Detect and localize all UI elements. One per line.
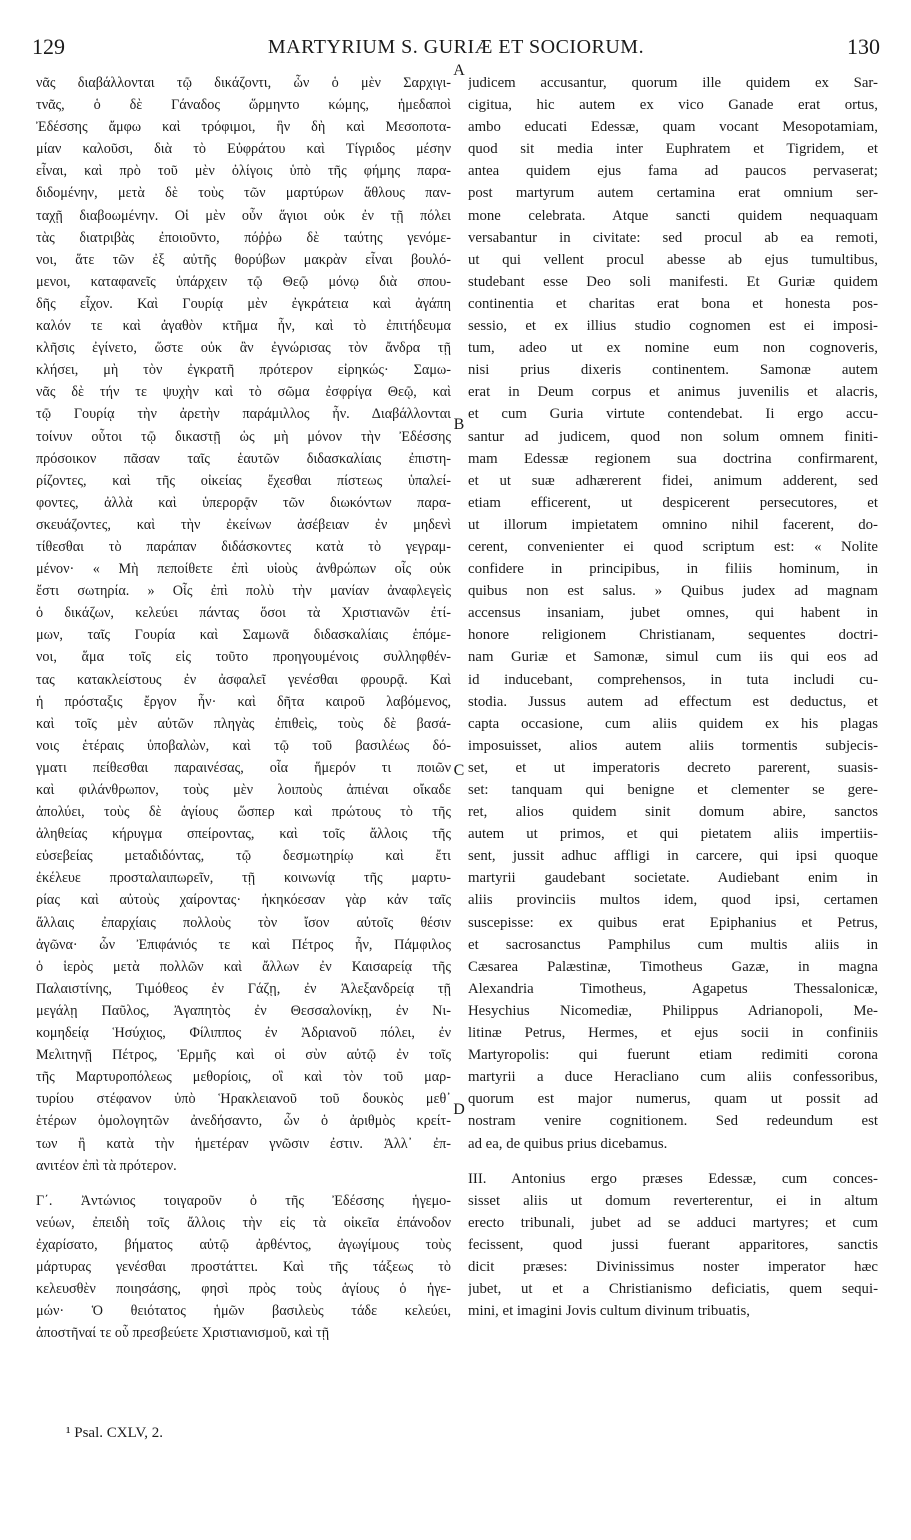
text-line: ἀληθείας κήρυγμα σπείροντας, καὶ τοῖς ἄλλοις τῆς: [36, 826, 451, 843]
text-line: μίαν καλοῦσι, διὰ τὸ Εὐφράτου καὶ Τίγριδος μέσην: [36, 141, 451, 158]
margin-marker-a: A: [453, 62, 465, 79]
text-line: continentia et charitas erat bona et honesta pos-: [468, 295, 878, 312]
text-line: ἄλλαις ἐπαρχίαις πολλοὺς τὸν ἴσον αὐτοῖς θέσιν: [36, 914, 451, 931]
text-line: νᾶς διαβάλλονται τῷ δικάζοντι, ὧν ὁ μὲν Σαρχιγι-: [36, 75, 451, 91]
text-line: τὰς διατριβὰς ἐποιοῦντο, πόῤῥω δὲ ταύτης γενόμε-: [36, 229, 451, 246]
text-line: et sacrosanctus Pamphilus cum multis aliis in: [468, 936, 878, 953]
text-line: Μελιτηνῇ Πέτρος, Ἑρμῆς καὶ οἱ σὺν αὐτῷ ἐν τοῖς: [36, 1047, 451, 1064]
text-line: Martyropolis: qui fuerunt etiam redimiti corona: [468, 1047, 878, 1064]
text-line: ρίας καὶ αὐτοὺς χαίροντας· ἠκηκόεσαν γὰρ κἀν ταῖς: [36, 892, 451, 909]
text-line: Cæsarea Palæstinæ, Timotheus Gazæ, in magna: [468, 958, 878, 975]
text-line: νεύων, ἐπειδὴ τοῖς ἄλλοις τὴν εἰς τὰ οἰκεῖα ἐπάνοδον: [36, 1214, 451, 1231]
page-number-right: 130: [847, 34, 880, 59]
text-line: sisset aliis ut domum reverterentur, ei in altum: [468, 1192, 878, 1209]
text-line: dicit præses: Divinissimus noster imperator hæc: [468, 1258, 878, 1275]
text-line: erecto tribunali, jubet ad se adduci martyres; et cum: [468, 1214, 878, 1231]
text-line: ἐκέλευε προσταλαιπωρεῖν, τῇ κοινωνίᾳ τῆς μαρτυ-: [36, 870, 451, 887]
text-line: Ἐδέσσης ἄμφω καὶ τρόφιμοι, ἣν δὴ καὶ Μεσοποτα-: [36, 119, 451, 136]
text-line: confidere in principibus, in filiis hominum, in: [468, 561, 878, 578]
text-line: ret, alios quidem sinit domum abire, sanctos: [468, 804, 878, 821]
margin-marker-b: B: [453, 416, 465, 433]
text-line: martyrii a duce Heracliano cum aliis confessoribus,: [468, 1069, 878, 1086]
greek-paragraph-1: [36, 72, 451, 1177]
text-line: set: tanquam qui benigne et clementer se gere-: [468, 782, 878, 798]
text-line: καὶ φιλάνθρωπον, τοὺς μὲν λοιποὺς ἀπιέναι οἴκαδε: [36, 782, 451, 798]
text-line: ut illorum impietatem omnino nihil facerent, do-: [468, 516, 878, 533]
text-line: διδομένην, μετὰ δὲ τοὺς τῶν μαρτύρων ἄθλους παν-: [36, 185, 451, 202]
text-line: μεγάλῃ Παῦλος, Ἀγαπητὸς ἐν Θεσσαλονίκῃ, ἐν Νι-: [36, 1002, 451, 1019]
text-line: tum, adeo ut ex nomine eum non cognoveris,: [468, 340, 878, 357]
text-line: ανιτέον ἐπὶ τὰ πρότερον.: [36, 1157, 177, 1174]
text-line: id inducebant, comprehensos, in tuta includi cu-: [468, 671, 878, 688]
text-line: ut qui vellent procul abesse ab ejus tumultibus,: [468, 251, 878, 268]
text-line: studebant esse Deo soli manifesti. Et Guriæ quidem: [468, 273, 878, 290]
text-line: ad ea, de quibus prius dicebamus.: [468, 1135, 668, 1152]
text-line: jubet, ut et a Christianismo deficiatis, quem sequi-: [468, 1281, 878, 1298]
text-line: autem ut primos, et qui pietatem aliis impertiis-: [468, 826, 878, 843]
text-line: et ut suæ adhærerent fidei, animum adderent, sed: [468, 472, 878, 489]
text-line: των ἢ κατὰ τὴν ἡμετέραν γνῶσιν ἐστιν. Ἀλλ᾽ ἐπ-: [36, 1135, 451, 1152]
text-line: santur ad judicem, quod non solum omnem finiti-: [468, 428, 878, 445]
text-line: νοις ἑτέραις ὑποβαλὼν, καὶ τῷ τοῦ βασιλέως δό-: [36, 737, 451, 754]
text-line: post martyrum autem certamina erat omnium ser-: [468, 185, 878, 202]
margin-marker-d: D: [453, 1101, 465, 1118]
text-line: σκευάζοντες, καὶ τὴν ἐκείνων ἀσέβειαν ἐν μηδενὶ: [36, 516, 451, 533]
text-line: ἀπολύει, τοὺς δὲ ἁγίους ὥσπερ καὶ πρώτους τὸ τῆς: [36, 804, 451, 821]
footnote: ¹ Psal. CXLV, 2.: [66, 1425, 164, 1441]
latin-paragraph-1: [468, 72, 878, 1155]
text-line: κομηδείᾳ Ἡσύχιος, Φίλιππος ἐν Ἀδριανοῦ πόλει, ἐν: [36, 1025, 451, 1042]
text-line: imposuisset, alios autem aliis tormentis subjecis-: [468, 737, 878, 754]
text-line: μένον· « Μὴ πεποίθετε ἐπὶ υἱοὺς ἀνθρώπων οἷς οὐκ: [36, 561, 451, 578]
text-line: mam Edessæ regionem sua doctrina confirmarent,: [468, 450, 878, 467]
latin-column: [468, 72, 878, 1322]
page-number-left: 129: [32, 34, 65, 59]
text-line: νοι, ἅτε τῶν ἐξ αὐτῆς θορύβων μακρὰν εἶναι βουλό-: [36, 251, 451, 268]
text-line: suscepisse: ex quibus erat Epiphanius et Petrus,: [468, 914, 878, 931]
text-line: etiam efficerent, ut despicerent persecutores, et: [468, 494, 878, 511]
text-line: mone celebrata. Atque sancti quidem nequaquam: [468, 207, 878, 224]
text-line: ταχῇ διαβοωμένην. Οἱ μὲν οὖν ἅγιοι οὐκ ἐν τῇ πόλει: [36, 207, 451, 224]
text-line: martyrii gaudebant societate. Audiebant enim in: [468, 870, 878, 887]
text-line: τοίνυν οὗτοι τῷ δικαστῇ ὡς μὴ μόνον τὴν Ἐδέσσης: [36, 428, 451, 445]
text-line: γματι πείθεσθαι παραινέσας, οἷα ἥμερόν τι ποιῶν: [36, 759, 451, 776]
text-line: aliis provinciis multos idem, quod ipsi, certamen: [468, 892, 878, 909]
text-line: ἀποστῆναί τε οὗ πρεσβεύετε Χριστιανισμοῦ, καὶ τῇ: [36, 1325, 330, 1342]
text-line: fecissent, quod jussi fuerant apparitores, sanctis: [468, 1236, 878, 1253]
text-line: εἶναι, καὶ πρὸ τοῦ μὲν ὀλίγοις ὑπὸ τῆς φήμης παρα-: [36, 163, 451, 180]
text-line: τυρίου στέφανον ὑπὸ Ἡρακλειανοῦ τοῦ δουκὸς μεθ᾽: [36, 1091, 451, 1108]
text-line: quorum est major numerus, quam ut possit ad: [468, 1091, 878, 1108]
text-line: Alexandria Timotheus, Agapetus Thessalonicæ,: [468, 980, 878, 997]
text-line: μενοι, καταφανεῖς ὑπάρχειν τῷ Θεῷ μόνῳ διὰ σπου-: [36, 273, 451, 290]
text-line: δῆς εἶχον. Καὶ Γουρίᾳ μὲν ἐγκράτεια καὶ ἀγάπη: [36, 295, 451, 312]
text-line: quod sit media inter Euphratem et Tigridem, et: [468, 141, 878, 158]
text-line: καλόν τε καὶ ἀγαθὸν κτῆμα ἦν, καὶ τὸ ἐπιτήδευμα: [36, 318, 451, 335]
text-line: τῆς Μαρτυροπόλεως μεθορίοις, οἳ καὶ τὸν τοῦ μαρ-: [36, 1069, 451, 1086]
greek-paragraph-2: [36, 1190, 451, 1345]
text-line: τνᾶς, ὁ δὲ Γάναδος ὥρμηντο κώμης, ἡμεδαποὶ: [36, 97, 451, 114]
text-line: Γ΄. Ἀντώνιος τοιγαροῦν ὁ τῆς Ἐδέσσης ἡγεμο-: [36, 1192, 451, 1209]
text-line: nostram venire cognitionem. Sed redeundum est: [468, 1113, 878, 1130]
text-line: μών· Ὁ θειότατος ἡμῶν βασιλεὺς τάδε κελεύει,: [36, 1303, 451, 1320]
text-line: πρόσοικον πᾶσαν ταῖς ἑαυτῶν διδασκαλίαις ἐπιστη-: [36, 450, 451, 467]
text-line: honore religionem Christianam, sequentes doctri-: [468, 627, 878, 644]
text-line: κελευσθὲν ποιησάσης, φησὶ πρὸς τοὺς ἁγίους ὁ ἡγε-: [36, 1281, 451, 1298]
text-line: nam Guriæ et Samonæ, simul cum iis qui eos ad: [468, 649, 878, 666]
text-line: νᾶς δὲ τήν τε ψυχὴν καὶ τὸ σῶμα ἐσφρίγα Θεῷ, καὶ: [36, 384, 451, 401]
text-line: accensus insaniam, jubet omnes, qui habent in: [468, 605, 878, 622]
text-line: judicem accusantur, quorum ille quidem ex Sar-: [468, 75, 878, 91]
text-line: ἀγῶνα· ὧν Ἐπιφάνιός τε καὶ Πέτρος ἦν, Πάμφιλος: [36, 936, 451, 953]
text-line: Hesychius Nicomediæ, Philippus Adrianopoli, Me-: [468, 1002, 878, 1019]
text-line: capta occasione, cum aliis quidem ex his plagas: [468, 715, 878, 732]
text-line: stodia. Jussus autem ad effectum est deductus, et: [468, 693, 878, 710]
text-line: set, et ut imperatoris decreto parerent, suasis-: [468, 759, 878, 776]
text-line: litinæ Petrus, Hermes, et ejus socii in confiniis: [468, 1025, 878, 1042]
text-line: sent, jussit adhuc affligi in carcere, qui ipsi quoque: [468, 848, 878, 865]
text-line: τῷ Γουρίᾳ τὴν ἀρετὴν παράμιλλος ἦν. Διαβάλλονται: [36, 406, 451, 423]
text-line: καὶ τοῖς μὲν αὐτῶν πληγὰς ἐπιθεὶς, τοὺς δὲ βασά-: [36, 715, 451, 732]
text-line: μων, ταῖς Γουρία καὶ Σαμωνᾶ διδασκαλίαις ἑπόμε-: [36, 627, 451, 644]
text-line: τας κατακλείστους ἐν ἀσφαλεῖ γενέσθαι φρουρᾷ. Καὶ: [36, 671, 451, 688]
text-line: κλήσει, μὴ τὸν ἐγκρατῆ πρότερον εἰρηκώς· Σαμω-: [36, 362, 451, 379]
text-line: quibus non est salus. » Quibus judex ad magnam: [468, 583, 878, 600]
text-line: et cum Guria virtute contendebat. Ii ergo accu-: [468, 406, 878, 423]
margin-marker-c: C: [453, 762, 465, 779]
text-line: ὁ ἱερὸς μετὰ πολλῶν καὶ ἄλλων ἐν Καισαρείᾳ τῆς: [36, 958, 451, 975]
text-line: ρίζοντες, καὶ τῆς οἰκείας ἔχεσθαι πίστεως ὑπαλεί-: [36, 472, 451, 489]
text-line: ambo educati Edessæ, quam vocant Mesopotamiam,: [468, 119, 878, 136]
text-line: εὐσεβείας μεταδιδόντας, τῷ δεσμωτηρίῳ καὶ ἔτι: [36, 848, 451, 865]
text-line: erat in Deum corpus et animus juvenilis et alacris,: [468, 384, 878, 401]
text-line: cigitua, hic autem ex vico Ganade erat ortus,: [468, 97, 878, 114]
text-line: μάρτυρας γενέσθαι προστάττει. Καὶ τῆς τάξεως τὸ: [36, 1258, 451, 1275]
text-line: versabantur in civitate: sed procul ab ea remoti,: [468, 229, 878, 246]
latin-paragraph-2: [468, 1168, 878, 1323]
text-line: ἐχαρίσατο, βήματος αὐτῷ ἀρθέντος, ἀγωγίμους τοὺς: [36, 1236, 451, 1253]
text-line: mini, et imagini Jovis cultum divinum tribuatis,: [468, 1303, 750, 1320]
text-line: νοι, ἅμα τοῖς εἰς τοῦτο προηγουμένοις συλληφθέν-: [36, 649, 451, 666]
text-line: τίθεσθαι τὸ παράπαν διδάσκοντες κατὰ τὸ γεγραμ-: [36, 538, 451, 555]
greek-column: [36, 72, 451, 1344]
text-line: Παλαιστίνης, Τιμόθεος ἐν Γάζῃ, ἐν Ἀλεξανδρείᾳ τῇ: [36, 980, 451, 997]
text-line: III. Antonius ergo præses Edessæ, cum conces-: [468, 1170, 878, 1187]
text-line: cerent, convenienter ei quod scriptum est: « Nolite: [468, 538, 878, 555]
text-line: sessio, et ex illius studio cognomen est ei imposi-: [468, 318, 878, 335]
text-line: antea quidem ejus fama ad paucos pervaserat;: [468, 163, 878, 180]
page-header: [30, 24, 882, 60]
text-line: κλῆσις ἐγίνετο, ὥστε οὐκ ἂν ἐγνώρισας τὸν ἄνδρα τῇ: [36, 340, 451, 357]
running-title: MARTYRIUM S. GURIÆ ET SOCIORUM.: [267, 36, 645, 58]
text-line: ἡ πρόσταξις ἔργον ἦν· καὶ δῆτα καιροῦ λαβόμενος,: [36, 693, 451, 710]
text-line: φοντες, ἀλλὰ καὶ ὑπερορᾷν τῶν διωκόντων παρα-: [36, 494, 451, 511]
text-line: ὁ δικάζων, κελεύει πάντας ὅσοι τὰ Χριστιανῶν ἐτί-: [36, 605, 451, 622]
text-line: ἔστι σωτηρία. » Οἷς ἐπὶ πολὺ τὴν μανίαν ἀναφλεγεὶς: [36, 583, 451, 600]
text-line: nisi prius dixeris continentem. Samonæ autem: [468, 362, 878, 379]
text-line: ἑτέρων ὁμολογητῶν ἀνεδήσαντο, ὧν ὁ ἀριθμὸς κρείτ-: [36, 1113, 451, 1130]
